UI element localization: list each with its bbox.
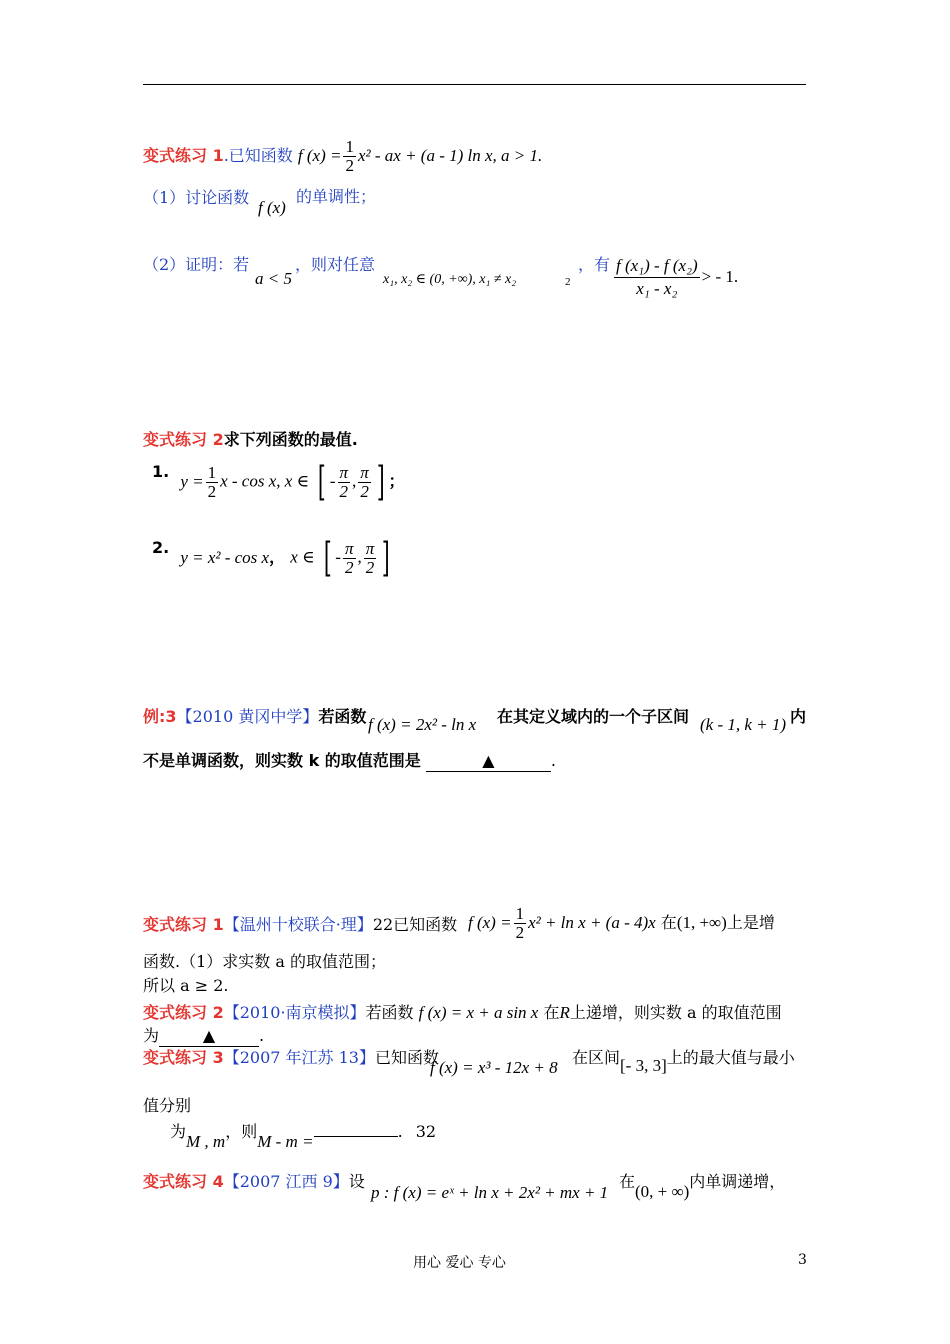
variant-4-line-1: 变式练习 4【2007 江西 9】设 xyxy=(143,1172,365,1191)
exercise-label: 变式练习 1 xyxy=(143,146,224,165)
ex2-item-2: 2. y = x² - cos x， x ∈ [ - $\frac{\pi}{2}$ , $\frac{\pi}{2}$ ] xyxy=(152,535,390,581)
formula-lhs: f (x) = xyxy=(297,146,342,165)
q2-comma: ，有 xyxy=(578,255,611,274)
condition: a < 5 xyxy=(255,269,292,288)
variant-3-line-2: 值分别 xyxy=(143,1096,192,1115)
exercise-label: 变式练习 2 xyxy=(143,430,224,449)
variant-1-formula: f (x) = $\frac{1}{2}$ x² + ln x + (a - 4)x 在(1, +∞)上是增 xyxy=(468,904,775,942)
example-3-line-2: 不是单调函数，则实数 k 的取值范围是 ▲ . xyxy=(143,751,556,770)
example-3-function: f (x) = 2x² - ln x xyxy=(368,715,477,734)
variant-3-line-1: 变式练习 3【2007 年江苏 13】已知函数 xyxy=(143,1048,439,1067)
page-number: 3 xyxy=(798,1252,807,1268)
example-3-text: 在其定义域内的一个子区间 xyxy=(497,707,690,726)
exercise-1-q1-suffix: 的单调性； xyxy=(296,187,377,206)
exercise-1 xyxy=(143,138,542,175)
variant-4-text: 在(0, + ∞)内单调递增， xyxy=(619,1172,786,1201)
variant-2-line-1: 变式练习 2【2010·南京模拟】若函数 f (x) = x + a sin x 在R上递增，则实数 a 的取值范围 xyxy=(143,1003,782,1022)
header-rule xyxy=(143,84,806,85)
answer-blank[interactable]: ▲ xyxy=(159,1026,259,1047)
variant-3-text: 在区间[- 3, 3]上的最大值与最小 xyxy=(572,1048,795,1075)
exercise-text: 求下列函数的最值. xyxy=(223,430,358,449)
answer-value: 32 xyxy=(415,1122,437,1141)
variant-1-line-2: 函数.（1）求实数 a 的取值范围； xyxy=(143,952,386,971)
q2-mid: ，则对任意 xyxy=(295,255,376,274)
q2-set: x₁, x₂ ∈ (0, +∞), x₁ ≠ x₂ xyxy=(383,272,517,287)
variant-3-line-3: 为M , m，则M - m =. 32 xyxy=(170,1122,437,1151)
exercise-1-q1: （1）讨论函数 xyxy=(143,188,250,207)
exercise-2 xyxy=(143,430,358,450)
ex2-item-1: 1. y = $\frac{1}{2}$ x - cos x, x ∈ [ - $\frac{\pi}{2}$ , $\frac{\pi}{2}$ ] ； xyxy=(152,459,405,505)
example-3-interval: (k - 1, k + 1) xyxy=(700,715,787,734)
variant-3-function: f (x) = x³ - 12x + 8 xyxy=(430,1058,558,1077)
formula-rest: x² - ax + (a - 1) ln x, a > 1. xyxy=(357,146,543,165)
variant-4-proposition: p : f (x) = eˣ + ln x + 2x² + mx + 1 xyxy=(371,1183,609,1202)
exercise-1-q2: （2）证明：若 xyxy=(143,255,250,274)
example-3-end: 内 xyxy=(790,707,807,726)
exercise-lead: .已知函数 xyxy=(223,146,293,165)
answer-blank[interactable]: ▲ xyxy=(426,751,551,772)
variant-2-line-2: 为 ▲ . xyxy=(143,1026,265,1045)
example-3-line-1: 例:3【2010 黄冈中学】若函数 xyxy=(143,707,367,726)
answer-blank[interactable] xyxy=(314,1136,398,1137)
q2-stray-subscript: 2 xyxy=(565,276,571,288)
variant-1-line-1: 变式练习 1【温州十校联合·理】22已知函数 xyxy=(143,915,458,934)
fx-symbol: f (x) xyxy=(258,198,286,217)
difference-quotient: $\frac{\text{f (x₁) - f (x₂)}}{\text{x₁ - x₂}}$ xyxy=(616,256,698,298)
variant-1-line-3: 所以 a ≥ 2. xyxy=(143,976,229,995)
fraction-half: $\frac{1}{2}$ xyxy=(345,137,354,175)
q2-inequality: $\frac{\text{f (x₁) - f (x₂)}}{\text{x₁ - x₂}}$ > - 1. xyxy=(616,256,739,298)
footer-slogan: 用心 爱心 专心 xyxy=(413,1255,506,1271)
